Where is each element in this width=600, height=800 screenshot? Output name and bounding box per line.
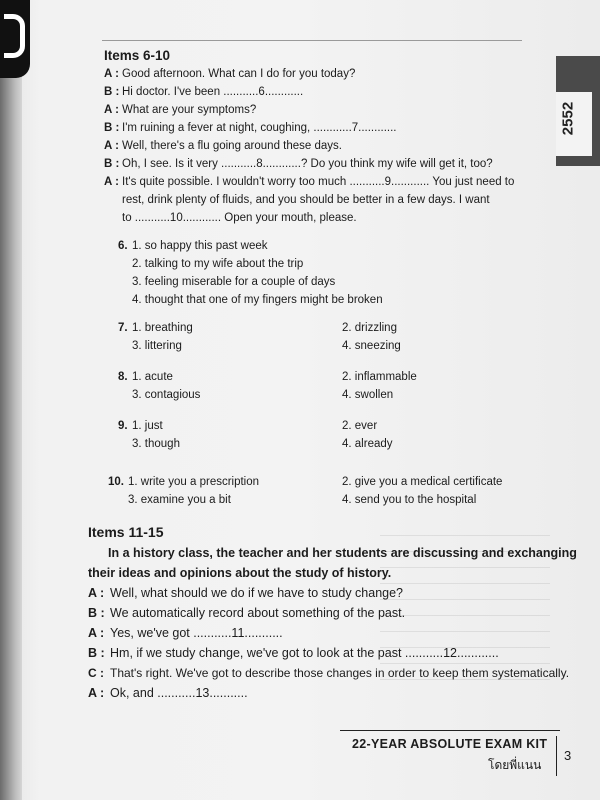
utterance: We automatically record about something of the past. bbox=[110, 606, 406, 620]
answer-option[interactable]: 4. already bbox=[342, 438, 393, 450]
dialogue-line bbox=[104, 158, 493, 170]
corner-logo-mark bbox=[0, 0, 30, 78]
answer-option[interactable]: 4. sneezing bbox=[342, 340, 401, 352]
speaker: B : bbox=[104, 158, 120, 170]
dialogue-line bbox=[104, 176, 515, 188]
utterance: Ok, and ...........13........... bbox=[110, 686, 248, 700]
footer-title: 22-YEAR ABSOLUTE EXAM KIT bbox=[352, 737, 548, 751]
dialogue-line bbox=[88, 586, 403, 600]
footer-divider bbox=[556, 736, 557, 776]
answer-option[interactable]: 2. talking to my wife about the trip bbox=[132, 258, 304, 270]
question-number: 9. bbox=[118, 420, 128, 432]
answer-option[interactable]: 1. acute bbox=[132, 371, 173, 383]
footer-rule bbox=[340, 730, 560, 731]
utterance: I'm ruining a fever at night, coughing, ............7............ bbox=[122, 122, 397, 134]
answer-option[interactable]: 3. feeling miserable for a couple of days bbox=[132, 276, 336, 288]
answer-option[interactable]: 2. give you a medical certificate bbox=[342, 476, 503, 488]
answer-option[interactable]: 3. though bbox=[132, 438, 180, 450]
speaker: B : bbox=[104, 86, 120, 98]
book-binding bbox=[0, 0, 22, 800]
answer-option[interactable]: 1. just bbox=[132, 420, 163, 432]
answer-option[interactable]: 1. breathing bbox=[132, 322, 193, 334]
answer-option[interactable]: 4. thought that one of my fingers might be broken bbox=[132, 294, 383, 306]
utterance: Good afternoon. What can I do for you today? bbox=[122, 68, 356, 80]
continuation-line: to ...........10............ Open your mouth, please. bbox=[122, 212, 357, 224]
section-heading: Items 6-10 bbox=[104, 48, 171, 63]
footer-author: โดยพี่แนน bbox=[488, 758, 542, 772]
speaker: B : bbox=[104, 122, 120, 134]
top-rule bbox=[102, 40, 522, 41]
speaker: B : bbox=[88, 646, 105, 660]
answer-option[interactable]: 4. swollen bbox=[342, 389, 394, 401]
speaker: A : bbox=[104, 68, 119, 80]
answer-option[interactable]: 1. so happy this past week bbox=[132, 240, 268, 252]
speaker: A : bbox=[104, 176, 119, 188]
dialogue-line bbox=[104, 122, 397, 134]
answer-option[interactable]: 3. littering bbox=[132, 340, 182, 352]
dialogue-line bbox=[88, 646, 499, 660]
dialogue-line bbox=[88, 606, 406, 620]
utterance: That's right. We've got to describe those changes in order to keep them systematically. bbox=[110, 666, 570, 680]
utterance: Hm, if we study change, we've got to look at the past ...........12............ bbox=[110, 646, 499, 660]
speaker: B : bbox=[88, 606, 105, 620]
answer-option[interactable]: 3. examine you a bit bbox=[128, 494, 231, 506]
utterance: Yes, we've got ...........11........... bbox=[110, 626, 283, 640]
dialogue-line bbox=[88, 686, 248, 700]
speaker: A : bbox=[104, 104, 119, 116]
dialogue-line bbox=[104, 86, 304, 98]
section-heading: Items 11-15 bbox=[88, 524, 164, 540]
utterance: Well, what should we do if we have to study change? bbox=[110, 586, 403, 600]
section-intro: In a history class, the teacher and her students are discussing and exchanging bbox=[108, 546, 577, 560]
utterance: It's quite possible. I wouldn't worry too much ...........9............ You just need to bbox=[122, 176, 515, 188]
section-intro: their ideas and opinions about the study of history. bbox=[88, 566, 392, 580]
dialogue-line bbox=[104, 140, 342, 152]
answer-option[interactable]: 1. write you a prescription bbox=[128, 476, 260, 488]
dialogue-line bbox=[104, 104, 257, 116]
answer-option[interactable]: 4. send you to the hospital bbox=[342, 494, 477, 506]
speaker: C : bbox=[88, 666, 104, 680]
question-number: 10. bbox=[108, 476, 124, 488]
utterance: Hi doctor. I've been ...........6............ bbox=[122, 86, 304, 98]
question-number: 6. bbox=[118, 240, 128, 252]
speaker: A : bbox=[88, 626, 105, 640]
page-number: 3 bbox=[564, 748, 572, 763]
answer-option[interactable]: 2. drizzling bbox=[342, 322, 397, 334]
speaker: A : bbox=[104, 140, 119, 152]
answer-option[interactable]: 3. contagious bbox=[132, 389, 201, 401]
dialogue-line bbox=[88, 626, 283, 640]
speaker: A : bbox=[88, 586, 105, 600]
year-label: 2552 bbox=[559, 101, 577, 136]
answer-option[interactable]: 2. inflammable bbox=[342, 371, 417, 383]
utterance: Oh, I see. Is it very ...........8............? Do you think my wife will get it, too? bbox=[122, 158, 493, 170]
continuation-line: rest, drink plenty of fluids, and you should be better in a few days. I want bbox=[122, 194, 490, 206]
answer-option[interactable]: 2. ever bbox=[342, 420, 378, 432]
question-number: 8. bbox=[118, 371, 128, 383]
utterance: Well, there's a flu going around these days. bbox=[122, 140, 342, 152]
question-number: 7. bbox=[118, 322, 128, 334]
speaker: A : bbox=[88, 686, 105, 700]
dialogue-line bbox=[88, 666, 570, 680]
dialogue-line bbox=[104, 68, 356, 80]
utterance: What are your symptoms? bbox=[122, 104, 257, 116]
